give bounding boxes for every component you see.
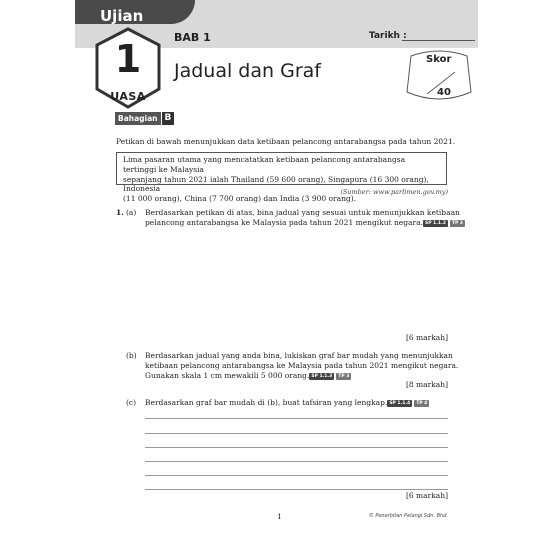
question-b-text-line: Gunakan skala 1 cm mewakili 5 000 orang.: [145, 371, 310, 380]
chapter-label: BAB 1: [174, 31, 211, 44]
question-b-text: [145, 371, 351, 381]
tp-tag: TP 3: [338, 373, 350, 379]
test-number: 1: [114, 37, 142, 81]
date-label: Tarikh :: [369, 31, 407, 41]
answer-line[interactable]: [145, 489, 448, 490]
section-badge: [115, 112, 174, 125]
marks-b: [8 markah]: [405, 380, 448, 389]
page-number: 1: [277, 512, 282, 521]
section-label: Bahagian: [115, 112, 161, 125]
passage-line: sepanjang tahun 2021 ialah Thailand (59 600 orang), Singapura (16 300 orang), Indonesia: [123, 174, 429, 194]
question-c-label: (c): [126, 398, 137, 407]
page-title: Jadual dan Graf: [174, 60, 321, 82]
question-b-label: (b): [126, 351, 137, 360]
score-label: Skor: [426, 54, 452, 65]
marks-c: [6 markah]: [405, 491, 448, 500]
passage-line: (11 000 orang), China (7 700 orang) dan India (3 900 orang).: [123, 194, 357, 204]
question-b-text: Berdasarkan jadual yang anda bina, lukiskan graf bar mudah yang menunjukkan: [145, 351, 453, 360]
intro-text: Petikan di bawah menunjukkan data ketibaan pelancong antarabangsa pada tahun 2021.: [116, 137, 456, 146]
answer-line[interactable]: [145, 461, 448, 462]
question-a-text: [145, 218, 465, 228]
sp-tag: SP 1.1.2: [424, 220, 446, 226]
question-c-text: [145, 398, 429, 408]
sp-tag: SP 1.1.3: [311, 373, 333, 379]
question-c-text-line: Berdasarkan graf bar mudah di (b), buat tafsiran yang lengkap.: [145, 398, 388, 407]
answer-line[interactable]: [145, 418, 448, 419]
test-number-badge: [95, 27, 161, 109]
score-max: 40: [437, 87, 451, 98]
exam-type-label: Ujian: [100, 7, 144, 25]
passage-line: Lima pasaran utama yang mencatatkan ketibaan pelancong antarabangsa tertinggi ke Malaysia: [123, 155, 406, 174]
question-b-text: ketibaan pelancong antarabangsa ke Malaysia pada tahun 2021 mengikut negara.: [145, 361, 459, 370]
date-field[interactable]: [402, 40, 475, 41]
answer-line[interactable]: [145, 475, 448, 476]
question-a-label: (a): [126, 208, 137, 217]
answer-line[interactable]: [145, 447, 448, 448]
answer-space-a[interactable]: [145, 232, 448, 324]
copyright: © Penerbitan Pelangi Sdn. Bhd.: [368, 513, 448, 519]
marks-a: [6 markah]: [405, 333, 448, 342]
question-number: 1.: [116, 208, 124, 217]
section-letter: B: [162, 112, 175, 125]
tp-tag: TP 3: [451, 220, 463, 226]
question-a-text-line: pelancong antarabangsa ke Malaysia pada tahun 2021 mengikut negara.: [145, 218, 423, 227]
answer-line[interactable]: [145, 433, 448, 434]
source-citation: (Sumber: www.parlimen.gov.my): [340, 188, 448, 196]
tp-tag: TP 4: [416, 400, 428, 406]
exam-code: UASA: [110, 90, 146, 103]
sp-tag: SP 1.1.4: [389, 400, 411, 406]
question-a-text: Berdasarkan petikan di atas, bina jadual yang sesuai untuk menunjukkan ketibaan: [145, 208, 460, 217]
